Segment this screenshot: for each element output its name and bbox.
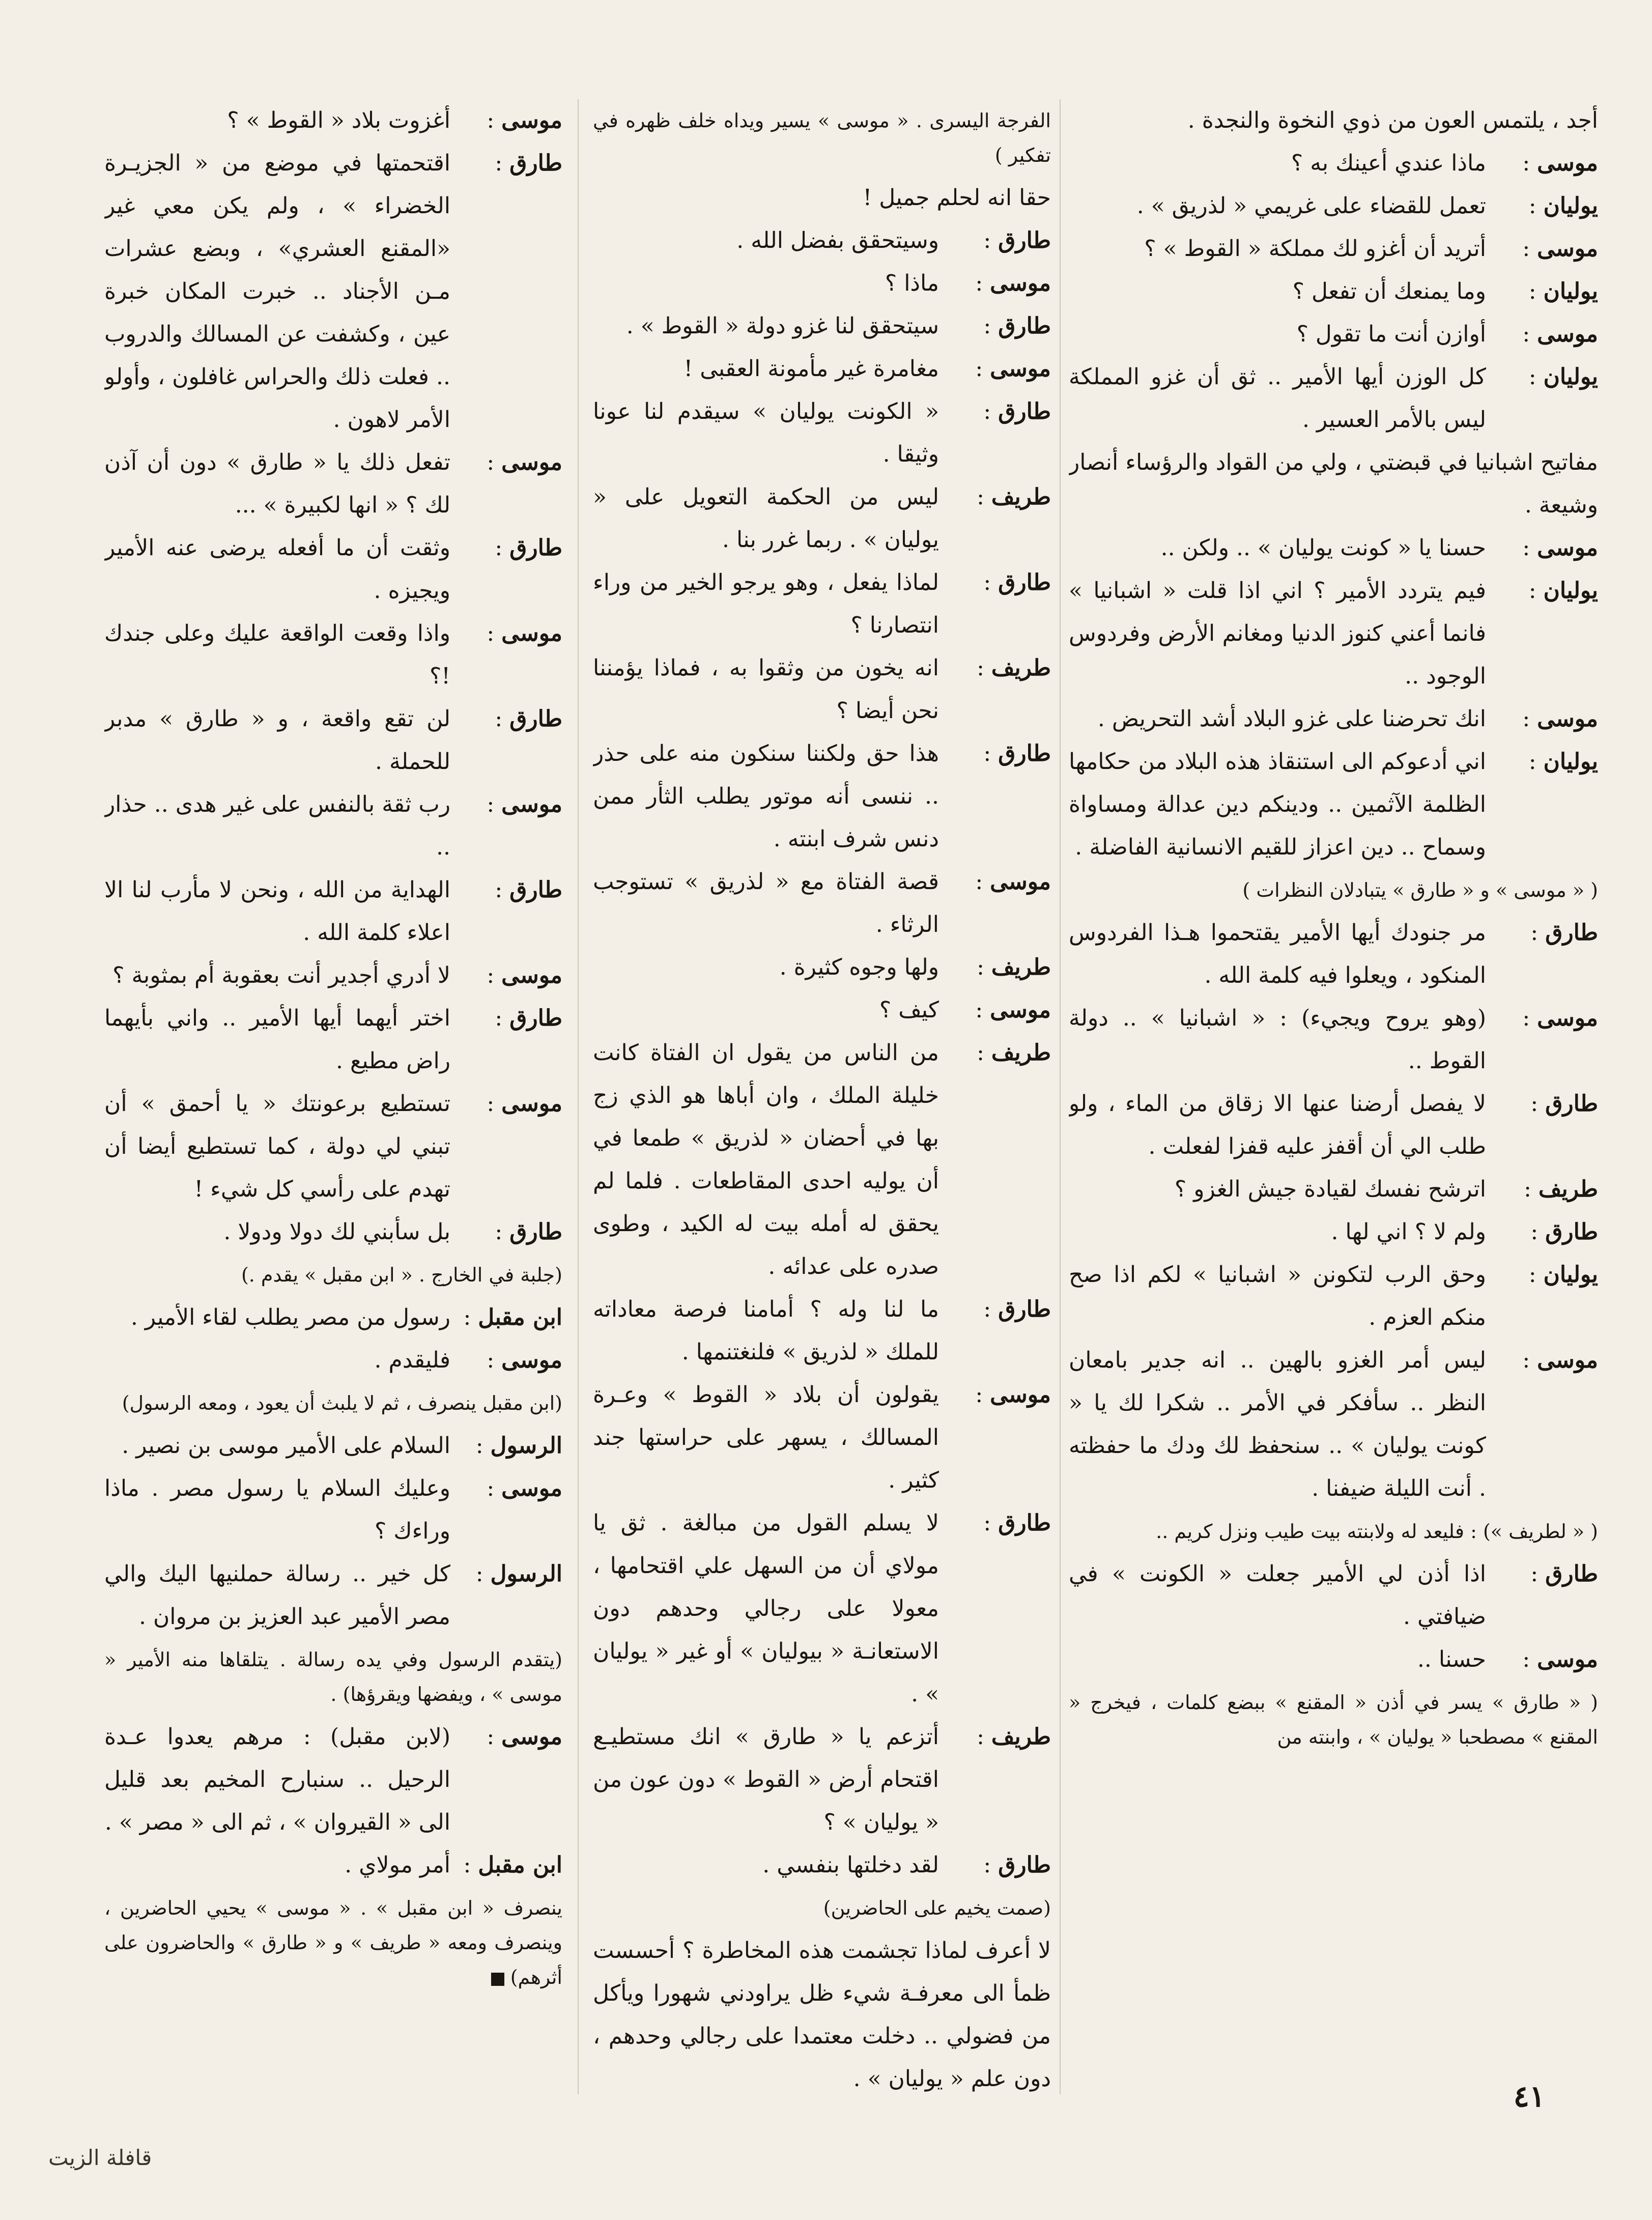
dialogue-line <box>593 219 1051 262</box>
dialogue-text: اقتحمتها في موضع من « الجزيـرة الخضراء » ، ولم يكن معي غير «المقنع العشري» ، وبضع عشرات مـن الأجناد .. خبرت المكان خبرة عين ، وكشفت عن المسالك والدروب .. فعلت ذلك والحراس غافلون ، وأولو الأمر لاهون . <box>104 150 450 433</box>
dialogue-text: لن تقع واقعة ، و « طارق » مدبر للحملة . <box>104 706 450 775</box>
speaker-name: طارق : <box>450 869 562 912</box>
dialogue-line <box>1069 997 1598 1083</box>
paragraph: مفاتيح اشبانيا في قبضتي ، ولي من القواد والرؤساء أنصار وشيعة . <box>1069 449 1598 518</box>
speaker-name: طارق : <box>939 219 1051 262</box>
dialogue-line <box>593 732 1051 861</box>
dialogue-line <box>593 861 1051 946</box>
dialogue-line <box>104 612 562 698</box>
stage-direction <box>1069 869 1598 912</box>
dialogue-text: ما لنا وله ؟ أمامنا فرصة معاداته للملك « لذريق » فلنغتنمها . <box>593 1296 939 1365</box>
dialogue-text: السلام على الأمير موسى بن نصير . <box>122 1433 450 1459</box>
page-number: ٤١ <box>1513 2079 1545 2114</box>
speaker-name: يوليان : <box>1486 741 1598 783</box>
stage-direction-text: ( « طارق » يسر في أذن « المقنع » ببضع كلمات ، فيخرج « المقنع » مصطحبا « يوليان » ، وابنته من <box>1069 1691 1598 1748</box>
dialogue-text: يقولون أن بلاد « القوط » وعـرة المسالك ، يسهر على حراستها جند كثير . <box>593 1382 939 1493</box>
dialogue-text: رسول من مصر يطلب لقاء الأمير . <box>130 1304 450 1330</box>
dialogue-text: واذا وقعت الواقعة عليك وعلى جندك !؟ <box>104 620 450 689</box>
speaker-name: موسى : <box>450 1716 562 1758</box>
dialogue-text: لا أدري أجدير أنت بعقوبة أم بمثوبة ؟ <box>112 962 450 988</box>
speaker-name: ابن مقبل : <box>450 1844 562 1887</box>
speaker-name: موسى : <box>939 262 1051 305</box>
dialogue-line <box>593 1502 1051 1716</box>
dialogue-line <box>104 1467 562 1553</box>
dialogue-text: أتريد أن أغزو لك مملكة « القوط » ؟ <box>1144 236 1486 262</box>
dialogue-text: (وهو يروح ويجيء) : « اشبانيا » .. دولة القوط .. <box>1069 1005 1486 1074</box>
speaker-name: طارق : <box>939 1844 1051 1887</box>
magazine-name: قافلة الزيت <box>48 2145 152 2170</box>
dialogue-line <box>593 1374 1051 1502</box>
dialogue-text: ليس من الحكمة التعويل على « يوليان » . ربما غرر بنا . <box>593 484 939 553</box>
speaker-name: طارق : <box>450 997 562 1040</box>
dialogue-text: ماذا ؟ <box>885 270 939 296</box>
speaker-name: موسى : <box>450 783 562 826</box>
dialogue-text: هذا حق ولكننا سنكون منه على حذر .. ننسى أنه موتور يطلب الثأر ممن دنس شرف ابنته . <box>593 741 939 852</box>
dialogue-text: بل سأبني لك دولا ودولا . <box>223 1219 450 1245</box>
dialogue-line <box>1069 185 1598 227</box>
dialogue-line <box>593 561 1051 647</box>
dialogue-text: فليقدم . <box>374 1347 450 1373</box>
dialogue-text: ولم لا ؟ اني لها . <box>1331 1219 1486 1245</box>
speaker-name: موسى : <box>450 1339 562 1382</box>
stage-direction <box>1069 1681 1598 1758</box>
text-column-right <box>1069 99 1598 2094</box>
dialogue-text: حسنا يا « كونت يوليان » .. ولكن .. <box>1160 535 1486 561</box>
dialogue-line <box>593 946 1051 989</box>
stage-direction <box>1069 1510 1598 1553</box>
dialogue-text: (لابن مقبل) : مرهم يعدوا عـدة الرحيل .. سنبارح المخيم بعد قليل الى « القيروان » ، ثم الى « مصر » . <box>104 1724 450 1835</box>
speaker-name: موسى : <box>450 99 562 142</box>
dialogue-text: وسيتحقق بفضل الله . <box>736 227 939 253</box>
dialogue-line <box>104 1296 562 1339</box>
speaker-name: يوليان : <box>1486 570 1598 612</box>
dialogue-line <box>104 441 562 527</box>
dialogue-text: مر جنودك أيها الأمير يقتحموا هـذا الفردوس المنكود ، ويعلوا فيه كلمة الله . <box>1069 920 1486 988</box>
dialogue-text: وحق الرب لتكونن « اشبانيا » لكم اذا صح منكم العزم . <box>1069 1262 1486 1330</box>
dialogue-text: اترشح نفسك لقيادة جيش الغزو ؟ <box>1174 1176 1486 1202</box>
dialogue-line <box>104 142 562 441</box>
speaker-name: موسى : <box>939 861 1051 903</box>
speaker-name: موسى : <box>450 954 562 997</box>
speaker-name: طارق : <box>939 305 1051 348</box>
dialogue-line <box>1069 1168 1598 1211</box>
dialogue-text: الهداية من الله ، ونحن لا مأرب لنا الا اعلاء كلمة الله . <box>104 877 450 946</box>
speaker-name: موسى : <box>450 1083 562 1125</box>
speaker-name: طارق : <box>450 527 562 570</box>
dialogue-line <box>104 698 562 783</box>
speaker-name: طارق : <box>939 390 1051 433</box>
dialogue-text: لماذا يفعل ، وهو يرجو الخير من وراء انتصارنا ؟ <box>593 570 939 638</box>
stage-direction <box>104 1254 562 1296</box>
dialogue-line <box>1069 1553 1598 1638</box>
dialogue-line <box>104 1716 562 1844</box>
speaker-name: طريف : <box>939 647 1051 690</box>
stage-direction-text: ( « موسى » و « طارق » يتبادلان النظرات ) <box>1242 879 1598 901</box>
speaker-name: موسى : <box>939 348 1051 390</box>
dialogue-text: اذا أذن لي الأمير جعلت « الكونت » في ضيافتي . <box>1069 1561 1486 1630</box>
dialogue-text: كل الوزن أيها الأمير .. ثق أن غزو المملكة ليس بالأمر العسير . <box>1069 364 1486 433</box>
dialogue-line <box>1069 570 1598 698</box>
dialogue-text: اني أدعوكم الى استنقاذ هذه البلاد من حكامها الظلمة الآثمين .. ودينكم دين عدالة ومساواة وسماح .. دين اعزاز للقيم الانسانية الفاضلة . <box>1069 749 1486 860</box>
speaker-name: طريف : <box>939 476 1051 519</box>
dialogue-text: سيتحقق لنا غزو دولة « القوط » . <box>626 313 939 339</box>
speaker-name: الرسول : <box>450 1553 562 1596</box>
dialogue-text: أغزوت بلاد « القوط » ؟ <box>227 107 450 133</box>
dialogue-line <box>1069 227 1598 270</box>
dialogue-line <box>1069 356 1598 441</box>
speaker-name: موسى : <box>939 989 1051 1032</box>
text-column-middle <box>593 99 1051 2094</box>
dialogue-line <box>593 476 1051 561</box>
dialogue-text: تستطيع برعونتك « يا أحمق » أن تبني لي دولة ، كما تستطيع أيضا أن تهدم على رأسي كل شيء ! <box>104 1091 450 1202</box>
column-divider <box>578 99 579 2094</box>
dialogue-line <box>593 262 1051 305</box>
dialogue-text: ليس أمر الغزو بالهين .. انه جدير بامعان النظر .. سأفكر في الأمر .. شكرا لك يا « كونت يوليان » .. سنحفظ لك ودك ما حفظته . أنت الليلة ضيفنا . <box>1069 1347 1486 1501</box>
speaker-name: الرسول : <box>450 1425 562 1467</box>
speaker-name: طارق : <box>450 142 562 185</box>
speaker-name: طارق : <box>1486 1083 1598 1125</box>
dialogue-line <box>593 1716 1051 1844</box>
dialogue-line <box>1069 1339 1598 1510</box>
speaker-name: موسى : <box>1486 313 1598 356</box>
dialogue-text: ولها وجوه كثيرة . <box>779 954 939 980</box>
speaker-name: موسى : <box>1486 698 1598 741</box>
stage-direction-text: الفرجة اليسرى . « موسى » يسير ويداه خلف ظهره في تفكير ) <box>593 109 1051 166</box>
dialogue-text: لقد دخلتها بنفسي . <box>762 1852 939 1878</box>
dialogue-line <box>104 783 562 869</box>
stage-direction-text: ( « لطريف ») : فليعد له ولابنته بيت طيب ونزل كريم .. <box>1156 1520 1598 1543</box>
speaker-name: موسى : <box>939 1374 1051 1416</box>
dialogue-text: من الناس من يقول ان الفتاة كانت خليلة الملك ، وان أباها هو الذي زج بها في أحضان « لذريق » طمعا في أن يوليه احدى المقاطعات . فلما لم يحقق له أمله بيت له الكيد ، وطوى صدره على عدائه . <box>593 1040 939 1279</box>
dialogue-line <box>1069 912 1598 997</box>
dialogue-text: انه يخون من وثقوا به ، فماذا يؤمننا نحن أيضا ؟ <box>593 655 939 724</box>
dialogue-text: أمر مولاي . <box>345 1852 450 1878</box>
speaker-name: يوليان : <box>1486 1254 1598 1296</box>
dialogue-line <box>593 305 1051 348</box>
speaker-name: موسى : <box>1486 142 1598 185</box>
dialogue-text: قصة الفتاة مع « لذريق » تستوجب الرثاء . <box>593 869 939 937</box>
dialogue-line <box>104 1211 562 1254</box>
end-of-article-mark <box>491 1973 504 1986</box>
stage-direction <box>104 1382 562 1425</box>
dialogue-line <box>593 1288 1051 1374</box>
stage-direction <box>104 1638 562 1716</box>
speaker-name: طارق : <box>939 732 1051 775</box>
speaker-name: موسى : <box>1486 997 1598 1040</box>
dialogue-line <box>1069 698 1598 741</box>
speaker-name: طريف : <box>939 1032 1051 1074</box>
dialogue-line <box>104 1553 562 1638</box>
dialogue-line <box>1069 1254 1598 1339</box>
dialogue-line <box>593 1032 1051 1288</box>
stage-direction <box>104 1887 562 1999</box>
speaker-name: طريف : <box>939 946 1051 989</box>
dialogue-text: فيم يتردد الأمير ؟ اني اذا قلت « اشبانيا » فانما أعني كنوز الدنيا ومغانم الأرض وفردوس الوجود .. <box>1069 578 1486 689</box>
dialogue-text: ماذا عندي أعينك به ؟ <box>1291 150 1486 176</box>
dialogue-line <box>104 1425 562 1467</box>
paragraph: لا أعرف لماذا تجشمت هذه المخاطرة ؟ أحسست ظمأ الى معرفـة شيء ظل يراودني شهورا ويأكل من فضولي .. دخلت معتمدا على رجالي وحدهم ، دون علم « يوليان » . <box>593 1938 1051 2092</box>
dialogue-text: اختر أيهما أيها الأمير .. واني بأيهما راض مطيع . <box>104 1005 450 1074</box>
speaker-name: موسى : <box>1486 1339 1598 1382</box>
stage-direction <box>593 99 1051 177</box>
speaker-name: موسى : <box>1486 227 1598 270</box>
speaker-name: موسى : <box>1486 1638 1598 1681</box>
dialogue-line <box>1069 270 1598 313</box>
speaker-name: طارق : <box>1486 912 1598 954</box>
stage-direction-text: ينصرف « ابن مقبل » . « موسى » يحيي الحاضرين ، وينصرف ومعه « طريف » و « طارق » والحاضرون على أثرهم) <box>104 1897 562 1988</box>
paragraph: حقا انه لحلم جميل ! <box>863 185 1051 211</box>
speaker-name: طريف : <box>1486 1168 1598 1211</box>
speaker-name: طارق : <box>1486 1211 1598 1254</box>
dialogue-text: تعمل للقضاء على غريمي « لذريق » . <box>1136 193 1486 219</box>
speaker-name: ابن مقبل : <box>450 1296 562 1339</box>
speaker-name: يوليان : <box>1486 185 1598 227</box>
dialogue-text: أوازن أنت ما تقول ؟ <box>1296 321 1486 347</box>
dialogue-text: « الكونت يوليان » سيقدم لنا عونا وثيقا . <box>593 399 939 467</box>
dialogue-text: وما يمنعك أن تفعل ؟ <box>1292 278 1486 304</box>
dialogue-line <box>593 1844 1051 1887</box>
dialogue-line <box>104 1844 562 1887</box>
dialogue-text: لا يفصل أرضنا عنها الا زقاق من الماء ، ولو طلب الي أن أقفز عليه قفزا لفعلت . <box>1069 1091 1486 1159</box>
speaker-name: طارق : <box>1486 1553 1598 1596</box>
dialogue-text: حسنا .. <box>1417 1646 1486 1672</box>
stage-direction <box>593 1887 1051 1929</box>
dialogue-line <box>593 647 1051 732</box>
dialogue-line <box>1069 527 1598 570</box>
speaker-name: طارق : <box>450 1211 562 1254</box>
speaker-name: موسى : <box>450 1467 562 1510</box>
dialogue-text: لا يسلم القول من مبالغة . ثق يا مولاي أن من السهل علي اقتحامها ، معولا على رجالي وحدهم دون الاستعانـة « بيوليان » أو غير « يوليان » . <box>593 1510 939 1707</box>
speaker-name: طارق : <box>939 1502 1051 1545</box>
dialogue-line <box>104 869 562 954</box>
dialogue-line <box>593 989 1051 1032</box>
speaker-name: طارق : <box>450 698 562 741</box>
dialogue-text: انك تحرضنا على غزو البلاد أشد التحريض . <box>1097 706 1486 732</box>
speaker-name: طارق : <box>939 1288 1051 1331</box>
dialogue-line <box>104 954 562 997</box>
dialogue-line <box>1069 741 1598 869</box>
speaker-name: موسى : <box>450 441 562 484</box>
dialogue-text: وثقت أن ما أفعله يرضى عنه الأمير ويجيزه . <box>104 535 450 604</box>
dialogue-text: كل خير .. رسالة حملنيها اليك والي مصر الأمير عبد العزيز بن مروان . <box>104 1561 450 1630</box>
dialogue-line <box>593 390 1051 476</box>
stage-direction-text: (يتقدم الرسول وفي يده رسالة . يتلقاها منه الأمير « موسى » ، ويفضها ويقرؤها) . <box>104 1648 562 1705</box>
speaker-name: طريف : <box>939 1716 1051 1758</box>
text-column-left <box>104 99 562 2094</box>
dialogue-line <box>104 99 562 142</box>
dialogue-line <box>593 348 1051 390</box>
speaker-name: موسى : <box>450 612 562 655</box>
dialogue-line <box>1069 1638 1598 1681</box>
stage-direction-text: (صمت يخيم على الحاضرين) <box>823 1897 1051 1919</box>
dialogue-line <box>1069 1083 1598 1168</box>
dialogue-line <box>104 1083 562 1211</box>
dialogue-line <box>1069 1211 1598 1254</box>
speaker-name: طارق : <box>939 561 1051 604</box>
column-divider <box>1060 99 1061 2094</box>
dialogue-line <box>1069 313 1598 356</box>
dialogue-line <box>1069 142 1598 185</box>
dialogue-text: مغامرة غير مأمونة العقبى ! <box>683 356 939 382</box>
dialogue-text: رب ثقة بالنفس على غير هدى .. حذار .. <box>104 791 450 860</box>
stage-direction-text: (جلبة في الخارج . « ابن مقبل » يقدم .) <box>241 1264 562 1286</box>
speaker-name: يوليان : <box>1486 356 1598 399</box>
dialogue-line <box>104 997 562 1083</box>
dialogue-line <box>104 527 562 612</box>
dialogue-line <box>104 1339 562 1382</box>
dialogue-text: كيف ؟ <box>879 997 939 1023</box>
speaker-name: يوليان : <box>1486 270 1598 313</box>
stage-direction-text: (ابن مقبل ينصرف ، ثم لا يلبث أن يعود ، ومعه الرسول) <box>122 1392 562 1414</box>
dialogue-text: أتزعم يا « طارق » انك مستطيـع اقتحام أرض « القوط » دون عون من « يوليان » ؟ <box>593 1724 939 1835</box>
paragraph: أجد ، يلتمس العون من ذوي النخوة والنجدة . <box>1187 107 1598 133</box>
dialogue-text: وعليك السلام يا رسول مصر . ماذا وراءك ؟ <box>104 1475 450 1544</box>
dialogue-text: تفعل ذلك يا « طارق » دون أن آذن لك ؟ « انها لكبيرة » ... <box>104 449 450 518</box>
speaker-name: موسى : <box>1486 527 1598 570</box>
